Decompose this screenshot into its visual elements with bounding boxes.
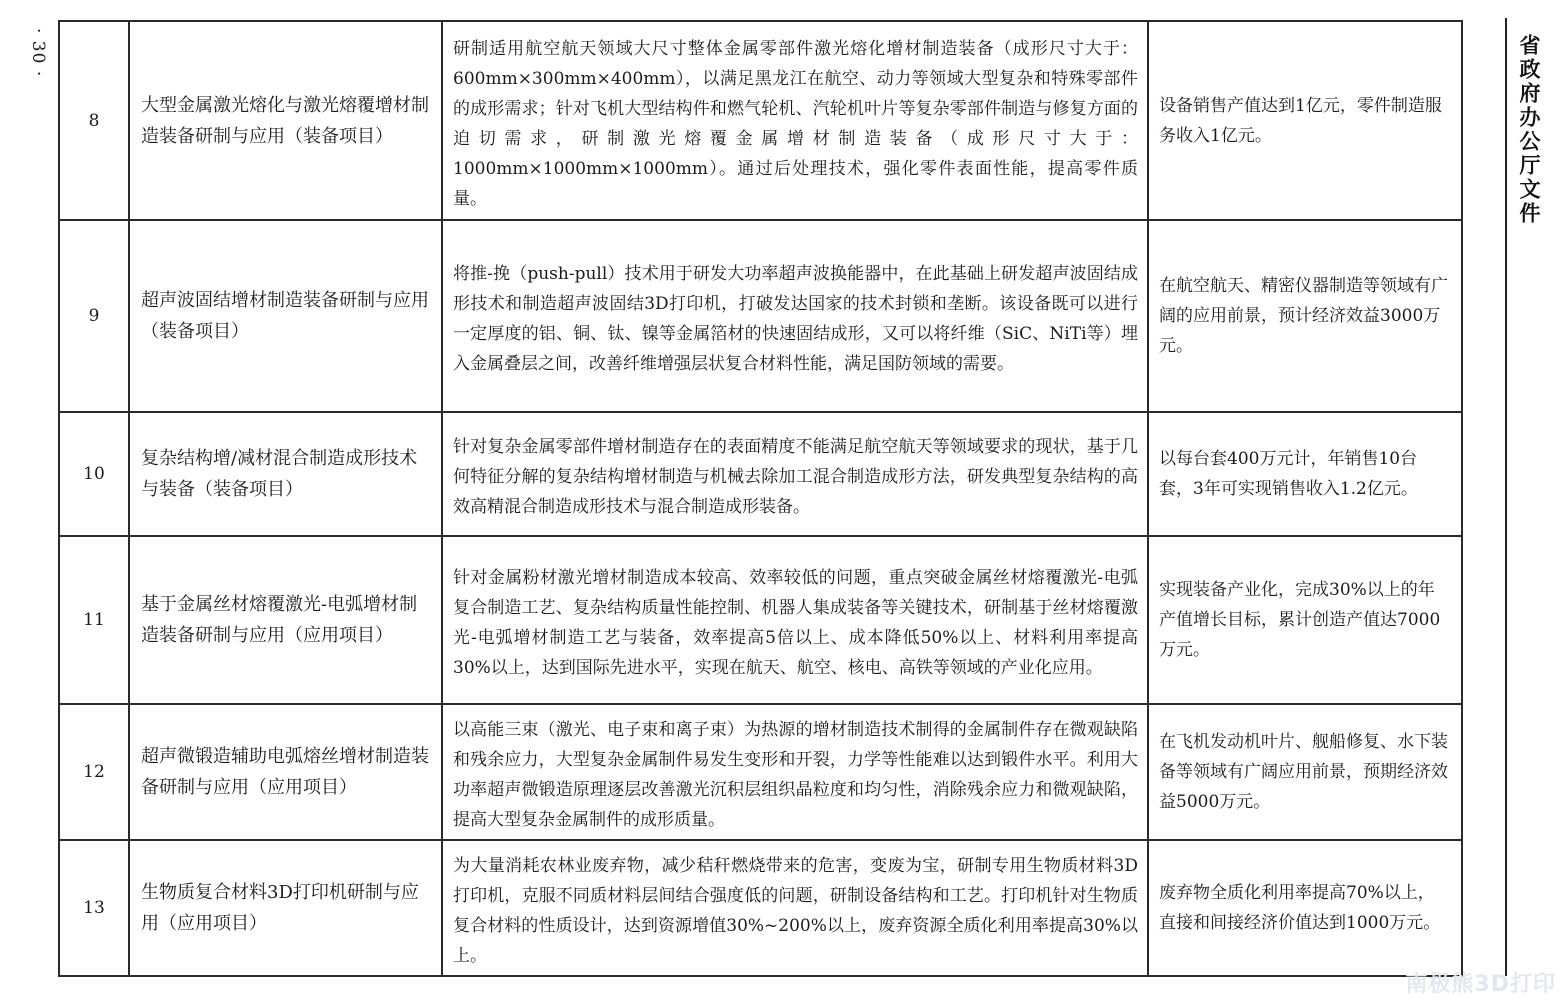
project-name: 超声波固结增材制造装备研制与应用（装备项目）: [129, 220, 442, 412]
project-description: 以高能三束（激光、电子束和离子束）为热源的增材制造技术制得的金属制件存在微观缺陷和残余应力，大型复杂金属制件易发生变形和开裂，力学等性能难以达到锻件水平。利用大功率超声微锻造原理逐层改善激光沉积层组织晶粒度和均匀性，消除残余应力和微观缺陷，提高大型复杂金属制件的成形质量。: [442, 704, 1148, 840]
row-number: 13: [59, 840, 129, 976]
project-benefit: 实现装备产业化，完成30%以上的年产值增长目标，累计创造产值达7000万元。: [1148, 536, 1462, 704]
project-benefit: 在飞机发动机叶片、舰船修复、水下装备等领域有广阔应用前景，预期经济效益5000万元。: [1148, 704, 1462, 840]
project-name: 复杂结构增/减材混合制造成形技术与装备（装备项目）: [129, 412, 442, 536]
project-description: 将推-挽（push-pull）技术用于研发大功率超声波换能器中，在此基础上研发超声波固结成形技术和制造超声波固结3D打印机，打破发达国家的技术封锁和垄断。该设备既可以进行一定厚度的铝、铜、钛、镍等金属箔材的快速固结成形，又可以将纤维（SiC、NiTi等）埋入金属叠层之间，改善纤维增强层状复合材料性能，满足国防领域的需要。: [442, 220, 1148, 412]
project-table: [58, 20, 1463, 977]
project-name: 生物质复合材料3D打印机研制与应用（应用项目）: [129, 840, 442, 976]
project-benefit: 以每台套400万元计，年销售10台套，3年可实现销售收入1.2亿元。: [1148, 412, 1462, 536]
project-description: 研制适用航空航天领域大尺寸整体金属零部件激光熔化增材制造装备（成形尺寸大于：600mm×300mm×400mm），以满足黑龙江在航空、动力等领域大型复杂和特殊零部件的成形需求；针对飞机大型结构件和燃气轮机、汽轮机叶片等复杂零部件制造与修复方面的迫切需求，研制激光熔覆金属增材制造装备（成形尺寸大于：1000mm×1000mm×1000mm）。通过后处理技术，强化零件表面性能，提高零件质量。: [442, 21, 1148, 220]
project-benefit: 设备销售产值达到1亿元，零件制造服务收入1亿元。: [1148, 21, 1462, 220]
project-name: 基于金属丝材熔覆激光-电弧增材制造装备研制与应用（应用项目）: [129, 536, 442, 704]
row-number: 11: [59, 536, 129, 704]
project-benefit: 在航空航天、精密仪器制造等领域有广阔的应用前景，预计经济效益3000万元。: [1148, 220, 1462, 412]
project-description: 针对复杂金属零部件增材制造存在的表面精度不能满足航空航天等领域要求的现状，基于几何特征分解的复杂结构增材制造与机械去除加工混合制造成形方法，研发典型复杂结构的高效高精混合制造成形技术与混合制造成形装备。: [442, 412, 1148, 536]
table-row: [59, 704, 1462, 840]
row-number: 9: [59, 220, 129, 412]
table-row: [59, 220, 1462, 412]
project-name: 大型金属激光熔化与激光熔覆增材制造装备研制与应用（装备项目）: [129, 21, 442, 220]
table-row: [59, 536, 1462, 704]
table-row: [59, 21, 1462, 220]
side-title: 省政府办公厅文件: [1517, 34, 1541, 226]
table-row: [59, 840, 1462, 976]
project-benefit: 废弃物全质化利用率提高70%以上，直接和间接经济价值达到1000万元。: [1148, 840, 1462, 976]
side-rule: [1505, 18, 1507, 976]
watermark: 南极熊3D打印: [1405, 972, 1556, 997]
page-number: · 30 ·: [28, 28, 48, 78]
table-row: [59, 412, 1462, 536]
project-description: 针对金属粉材激光增材制造成本较高、效率较低的问题，重点突破金属丝材熔覆激光-电弧复合制造工艺、复杂结构质量性能控制、机器人集成装备等关键技术，研制基于丝材熔覆激光-电弧增材制造工艺与装备，效率提高5倍以上、成本降低50%以上、材料利用率提高30%以上，达到国际先进水平，实现在航天、航空、核电、高铁等领域的产业化应用。: [442, 536, 1148, 704]
row-number: 10: [59, 412, 129, 536]
row-number: 8: [59, 21, 129, 220]
project-name: 超声微锻造辅助电弧熔丝增材制造装备研制与应用（应用项目）: [129, 704, 442, 840]
row-number: 12: [59, 704, 129, 840]
project-description: 为大量消耗农林业废弃物，减少秸秆燃烧带来的危害，变废为宝，研制专用生物质材料3D打印机，克服不同质材料层间结合强度低的问题，研制设备结构和工艺。打印机针对生物质复合材料的性质设计，达到资源增值30%~200%以上，废弃资源全质化利用率提高30%以上。: [442, 840, 1148, 976]
